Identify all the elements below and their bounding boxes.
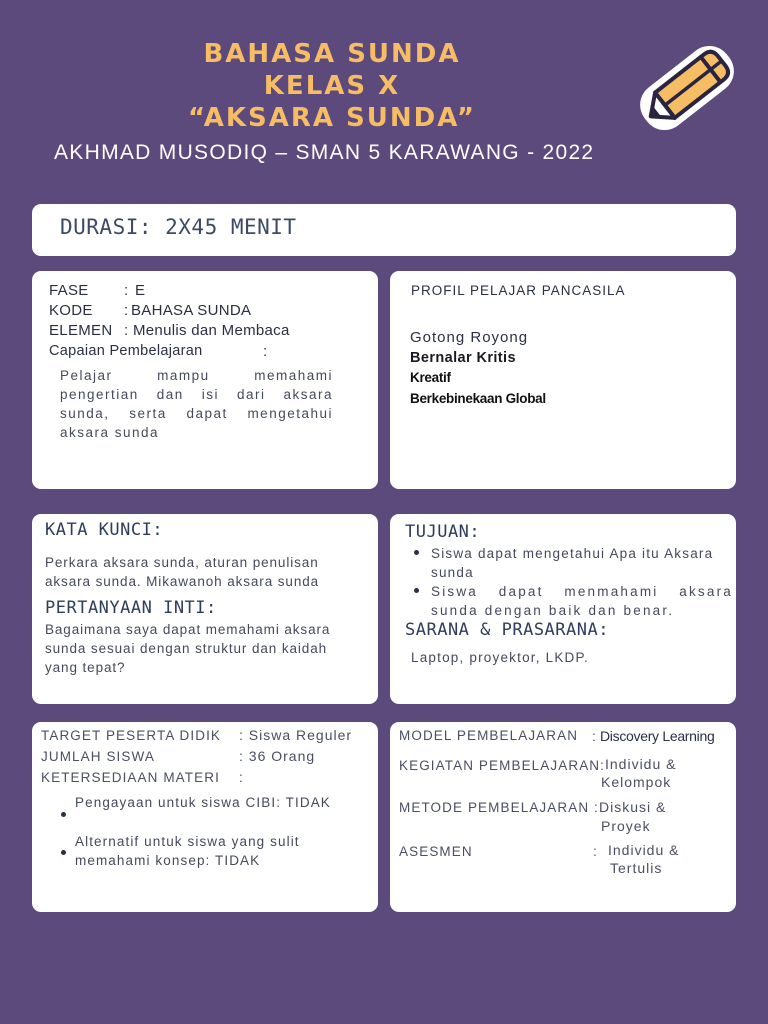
metode-label: METODE PEMBELAJARAN : xyxy=(399,800,599,815)
page-title xyxy=(0,38,664,134)
jumlah-label: JUMLAH SISWA xyxy=(41,749,155,764)
bullet-icon xyxy=(61,812,66,817)
asesmen-value: Individu & xyxy=(608,842,680,858)
profil-item: Gotong Royong xyxy=(410,329,529,346)
pertanyaan-inti-text: Bagaimana saya dapat memahami aksara sunda sesuai dengan struktur dan kaidah yang tepat? xyxy=(45,622,331,675)
model-card xyxy=(390,722,736,912)
capaian-text: Pelajar mampu memahami pengertian dan isi dari aksara sunda, serta dapat mengetahui aksara sunda xyxy=(60,368,333,440)
elemen-sep: : xyxy=(124,322,129,339)
ketersediaan-item: Pengayaan untuk siswa CIBI: TIDAK xyxy=(75,795,331,810)
title-line-1: BAHASA SUNDA xyxy=(203,39,461,69)
durasi-text: DURASI: 2X45 MENIT xyxy=(60,215,297,239)
ketersediaan-label: KETERSEDIAAN MATERI xyxy=(41,770,220,785)
model-value: Discovery Learning xyxy=(600,728,715,744)
elemen-value: Menulis dan Membaca xyxy=(133,322,290,339)
kata-kunci-text: Perkara aksara sunda, aturan penulisan aksara sunda. Mikawanoh aksara sunda xyxy=(45,555,320,589)
ketersediaan-item: Alternatif untuk siswa yang sulit memahami konsep: TIDAK xyxy=(75,834,300,868)
elemen-label: ELEMEN xyxy=(49,322,113,339)
pertanyaan-inti-heading: PERTANYAAN INTI: xyxy=(45,598,217,618)
pencil-icon xyxy=(636,40,738,136)
target-card xyxy=(32,722,378,912)
kegiatan-value: Individu & xyxy=(605,756,677,772)
tujuan-card xyxy=(390,514,736,704)
metode-value: Proyek xyxy=(601,818,651,834)
profil-item: Bernalar Kritis xyxy=(410,350,516,366)
fase-value: E xyxy=(135,282,146,299)
sarana-heading: SARANA & PRASARANA: xyxy=(405,620,609,640)
profil-item: Berkebinekaan Global xyxy=(410,391,546,406)
sarana-text: Laptop, proyektor, LKDP. xyxy=(411,650,589,665)
capaian-label: Capaian Pembelajaran xyxy=(49,343,203,359)
kode-sep: : xyxy=(124,302,129,319)
bullet-icon xyxy=(414,588,419,593)
jumlah-value: : 36 Orang xyxy=(239,748,316,764)
asesmen-label: ASESMEN xyxy=(399,844,473,859)
asesmen-value: Tertulis xyxy=(610,860,663,876)
tujuan-heading: TUJUAN: xyxy=(405,522,481,542)
ketersediaan-sep: : xyxy=(239,770,244,785)
kode-value: BAHASA SUNDA xyxy=(131,302,252,319)
target-value: : Siswa Reguler xyxy=(239,727,353,743)
kode-label: KODE xyxy=(49,302,93,319)
author-subtitle: AKHMAD MUSODIQ – SMAN 5 KARAWANG - 2022 xyxy=(54,141,595,164)
tujuan-item: Siswa dapat mengetahui Apa itu Aksara sunda xyxy=(431,546,714,580)
model-label: MODEL PEMBELAJARAN xyxy=(399,728,579,743)
bullet-icon xyxy=(414,550,419,555)
durasi-card xyxy=(32,204,736,256)
bullet-icon xyxy=(61,850,66,855)
title-line-3: “AKSARA SUNDA” xyxy=(187,103,477,133)
profil-heading: PROFIL PELAJAR PANCASILA xyxy=(411,283,626,298)
metode-value: Diskusi & xyxy=(599,799,667,815)
identitas-card xyxy=(32,271,378,489)
kata-kunci-heading: KATA KUNCI: xyxy=(45,520,164,540)
target-label: TARGET PESERTA DIDIK xyxy=(41,728,222,743)
kegiatan-label: KEGIATAN PEMBELAJARAN: xyxy=(399,758,605,773)
profil-item: Kreatif xyxy=(410,370,451,385)
fase-label: FASE xyxy=(49,282,89,299)
title-line-2: KELAS X xyxy=(263,71,401,101)
profil-card xyxy=(390,271,736,489)
kata-kunci-card xyxy=(32,514,378,704)
model-sep: : xyxy=(592,728,597,744)
asesmen-sep: : xyxy=(593,843,598,859)
fase-sep: : xyxy=(124,282,129,299)
capaian-sep: : xyxy=(263,343,268,360)
kegiatan-value: Kelompok xyxy=(601,774,672,790)
tujuan-item: Siswa dapat menmahami aksara sunda dengan baik dan benar. xyxy=(431,584,733,618)
